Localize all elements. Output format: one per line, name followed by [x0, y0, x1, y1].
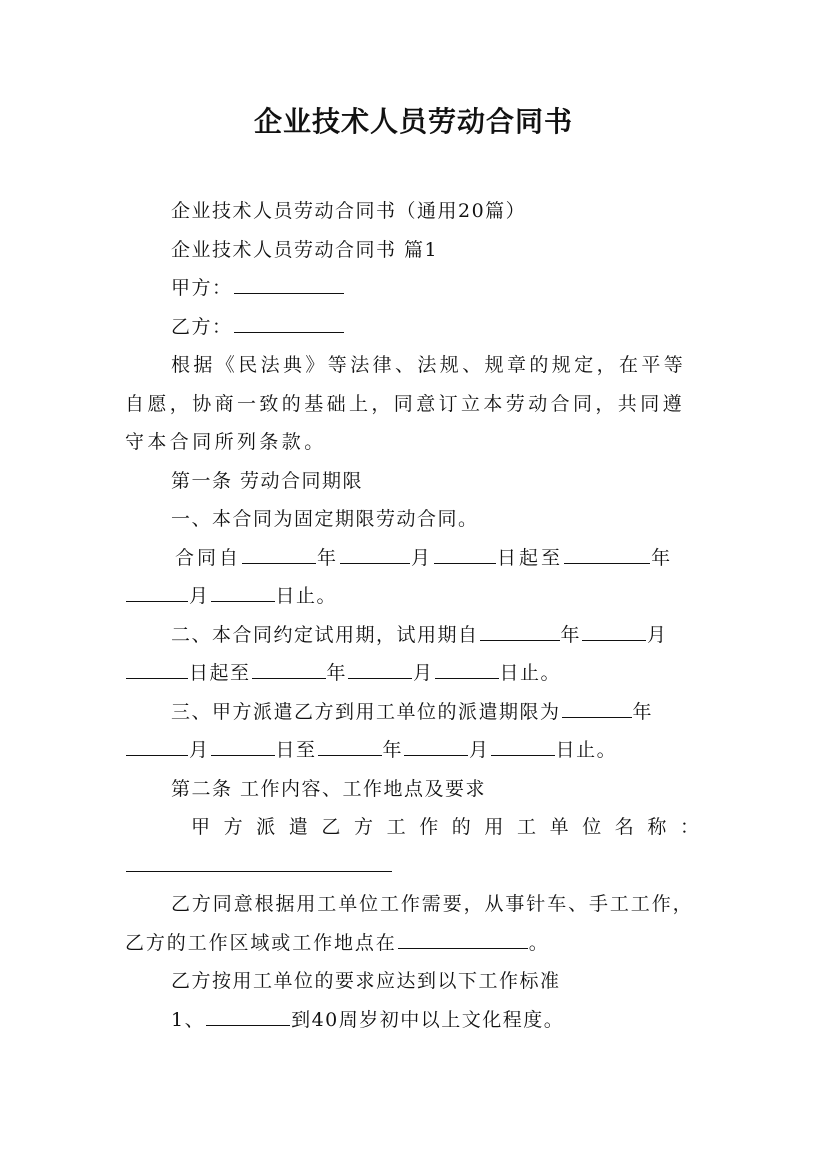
article1-title: 第一条 劳动合同期限	[171, 469, 364, 492]
standard-item-1	[125, 1001, 705, 1040]
party-a-line	[125, 269, 705, 308]
probation-line-2	[125, 654, 705, 693]
blank	[211, 736, 275, 756]
month-label: 月	[189, 585, 210, 607]
blank	[126, 659, 188, 679]
section-heading: 企业技术人员劳动合同书 篇1	[171, 238, 439, 261]
blank	[206, 1006, 290, 1026]
year-label: 年	[326, 662, 348, 684]
day-end-label: 日止。	[275, 585, 338, 607]
dispatch-line-2	[125, 731, 705, 770]
year-label: 年	[560, 623, 582, 646]
blank	[480, 621, 560, 641]
day-end-label: 日止。	[499, 662, 562, 684]
party-a-blank	[234, 274, 344, 294]
article1-item1: 一、本合同为固定期限劳动合同。	[171, 508, 479, 530]
term-line-2	[125, 577, 705, 616]
article2-title: 第二条 工作内容、工作地点及要求	[171, 777, 487, 800]
probation-line-1	[125, 616, 705, 655]
year-label: 年	[651, 546, 674, 569]
blank	[126, 736, 188, 756]
blank	[434, 544, 496, 564]
blank	[491, 736, 555, 756]
dispatch-line-1	[125, 693, 705, 732]
month-label: 月	[647, 623, 668, 646]
year-label: 年	[632, 700, 654, 723]
blank	[435, 659, 499, 679]
blank	[211, 582, 275, 602]
document-body	[125, 192, 705, 1039]
party-b-line	[125, 308, 705, 347]
party-a-label: 甲方：	[171, 277, 233, 299]
year-label: 年	[382, 739, 404, 761]
employer-name-line	[125, 847, 705, 886]
blank	[404, 736, 468, 756]
month-label: 月	[413, 662, 434, 684]
period: 。	[528, 931, 550, 954]
day-to-label: 日起至	[189, 662, 251, 684]
blank	[340, 544, 410, 564]
probation-label: 二、本合同约定试用期，试用期自	[171, 623, 479, 646]
work-area-paragraph	[125, 885, 705, 962]
blank	[348, 659, 412, 679]
preamble-paragraph: 根据《民法典》等法律、法规、规章的规定，在平等自愿，协商一致的基础上，同意订立本劳动合同，共同遵守本合同所列条款。	[125, 354, 687, 453]
month-label: 月	[469, 739, 490, 761]
item-number: 1、	[171, 1008, 206, 1031]
day-to-label: 日起至	[497, 546, 564, 569]
employer-name-label: 甲方派遣乙方工作的用工单位名称：	[191, 816, 705, 838]
blank	[318, 736, 382, 756]
party-b-blank	[234, 313, 344, 333]
blank	[252, 659, 326, 679]
blank	[562, 698, 632, 718]
month-label: 月	[189, 739, 210, 761]
work-area-blank	[398, 929, 528, 949]
term-line-1	[125, 539, 705, 578]
year-label: 年	[317, 546, 340, 569]
blank	[242, 544, 316, 564]
subtitle: 企业技术人员劳动合同书（通用20篇）	[171, 200, 527, 222]
document-title: 企业技术人员劳动合同书	[253, 105, 573, 138]
day-end-label: 日止。	[555, 739, 618, 761]
work-area-text: 乙方同意根据用工单位工作需要，从事针车、手工工作，乙方的工作区域或工作地点在	[125, 893, 694, 954]
day-to-label: 日至	[275, 739, 317, 761]
dispatch-label: 三、甲方派遣乙方到用工单位的派遣期限为	[171, 700, 561, 723]
blank	[582, 621, 646, 641]
item-text: 到40周岁初中以上文化程度。	[291, 1008, 565, 1031]
month-label: 月	[411, 546, 434, 569]
party-b-label: 乙方：	[171, 315, 233, 338]
employer-name-blank	[126, 852, 392, 872]
standard-intro: 乙方按用工单位的要求应达到以下工作标准	[171, 970, 561, 992]
blank	[564, 544, 650, 564]
term-from-label: 合同自	[175, 546, 242, 569]
blank	[126, 582, 188, 602]
